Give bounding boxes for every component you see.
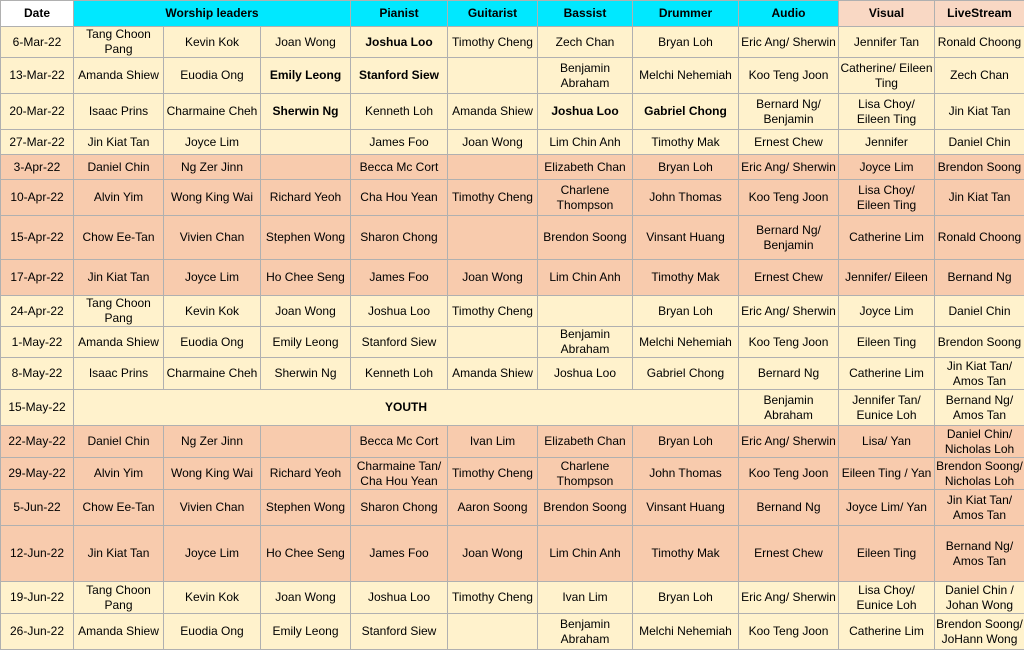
cell-livestream: Brendon Soong [935,327,1024,358]
cell-wl3: Ho Chee Seng [261,526,351,582]
cell-livestream: Brendon Soong/ Nicholas Loh [935,458,1024,490]
cell-audio: Eric Ang/ Sherwin [739,582,839,614]
cell-visual: Catherine Lim [839,614,935,650]
cell-date: 6-Mar-22 [1,27,74,58]
cell-wl1: Alvin Yim [74,180,164,216]
table-row [1,130,1024,155]
cell-date: 24-Apr-22 [1,296,74,327]
table-row [1,358,1024,390]
header-date: Date [1,1,74,27]
cell-bassist: Charlene Thompson [538,180,633,216]
cell-drummer: Bryan Loh [633,155,739,180]
cell-pianist: Stanford Siew [351,614,448,650]
cell-date: 27-Mar-22 [1,130,74,155]
cell-wl2: Charmaine Cheh [164,358,261,390]
cell-bassist: Charlene Thompson [538,458,633,490]
cell-bassist: Lim Chin Anh [538,130,633,155]
cell-visual: Eileen Ting / Yan [839,458,935,490]
cell-pianist: Charmaine Tan/ Cha Hou Yean [351,458,448,490]
cell-wl1: Jin Kiat Tan [74,130,164,155]
cell-bassist: Brendon Soong [538,216,633,260]
cell-livestream: Bernand Ng [935,260,1024,296]
cell-visual: Jennifer Tan [839,27,935,58]
cell-visual: Joyce Lim/ Yan [839,490,935,526]
cell-audio: Ernest Chew [739,526,839,582]
cell-visual: Catherine Lim [839,216,935,260]
cell-bassist: Zech Chan [538,27,633,58]
cell-drummer: Melchi Nehemiah [633,327,739,358]
cell-bassist: Brendon Soong [538,490,633,526]
cell-bassist: Benjamin Abraham [538,327,633,358]
cell-wl2: Joyce Lim [164,526,261,582]
cell-pianist: Cha Hou Yean [351,180,448,216]
cell-livestream: Daniel Chin/ Nicholas Loh [935,426,1024,458]
cell-livestream: Ronald Choong [935,216,1024,260]
table-row [1,94,1024,130]
cell-audio: Bernard Ng/ Benjamin [739,94,839,130]
cell-drummer: Bryan Loh [633,426,739,458]
table-row [1,58,1024,94]
cell-livestream: Daniel Chin [935,130,1024,155]
cell-audio: Ernest Chew [739,260,839,296]
cell-livestream: Brendon Soong/ JoHann Wong [935,614,1024,650]
cell-wl2: Euodia Ong [164,614,261,650]
cell-guitarist [448,155,538,180]
cell-wl2: Charmaine Cheh [164,94,261,130]
cell-date: 5-Jun-22 [1,490,74,526]
header-visual: Visual [839,1,935,27]
cell-guitarist: Joan Wong [448,130,538,155]
cell-date: 3-Apr-22 [1,155,74,180]
cell-wl2: Joyce Lim [164,260,261,296]
cell-date: 29-May-22 [1,458,74,490]
cell-audio: Koo Teng Joon [739,614,839,650]
cell-pianist: Joshua Loo [351,296,448,327]
cell-wl2: Euodia Ong [164,58,261,94]
cell-date: 17-Apr-22 [1,260,74,296]
table-row [1,216,1024,260]
cell-audio: Ernest Chew [739,130,839,155]
table-row [1,27,1024,58]
cell-wl3: Richard Yeoh [261,180,351,216]
cell-guitarist [448,58,538,94]
cell-drummer: John Thomas [633,180,739,216]
cell-visual: Joyce Lim [839,155,935,180]
cell-audio: Eric Ang/ Sherwin [739,426,839,458]
cell-drummer: Melchi Nehemiah [633,614,739,650]
cell-date: 20-Mar-22 [1,94,74,130]
cell-visual: Lisa/ Yan [839,426,935,458]
cell-visual: Lisa Choy/ Eileen Ting [839,94,935,130]
cell-wl1: Amanda Shiew [74,58,164,94]
cell-drummer: Melchi Nehemiah [633,58,739,94]
cell-bassist: Benjamin Abraham [538,58,633,94]
cell-livestream: Bernand Ng/ Amos Tan [935,526,1024,582]
header-row [1,1,1024,27]
cell-audio: Koo Teng Joon [739,458,839,490]
cell-audio: Eric Ang/ Sherwin [739,27,839,58]
header-worship-leaders: Worship leaders [74,1,351,27]
cell-livestream: Ronald Choong [935,27,1024,58]
header-audio: Audio [739,1,839,27]
cell-guitarist [448,327,538,358]
cell-date: 12-Jun-22 [1,526,74,582]
cell-drummer: Timothy Mak [633,526,739,582]
cell-guitarist [448,216,538,260]
table-row [1,296,1024,327]
cell-visual: Jennifer Tan/ Eunice Loh [839,390,935,426]
cell-wl2: Kevin Kok [164,582,261,614]
cell-pianist: Sharon Chong [351,216,448,260]
cell-wl2: Vivien Chan [164,216,261,260]
cell-wl1: Amanda Shiew [74,327,164,358]
cell-drummer: Gabriel Chong [633,358,739,390]
cell-audio: Bernard Ng/ Benjamin [739,216,839,260]
cell-livestream: Bernand Ng/ Amos Tan [935,390,1024,426]
cell-wl2: Wong King Wai [164,180,261,216]
cell-wl3 [261,426,351,458]
cell-date: 8-May-22 [1,358,74,390]
cell-guitarist: Joan Wong [448,526,538,582]
cell-wl3: Joan Wong [261,582,351,614]
cell-wl2: Kevin Kok [164,296,261,327]
cell-wl1: Isaac Prins [74,358,164,390]
cell-drummer: Bryan Loh [633,296,739,327]
cell-pianist: Sharon Chong [351,490,448,526]
cell-bassist [538,296,633,327]
cell-wl1: Chow Ee-Tan [74,216,164,260]
cell-bassist: Ivan Lim [538,582,633,614]
cell-drummer: Gabriel Chong [633,94,739,130]
cell-audio: Bernard Ng [739,358,839,390]
header-drummer: Drummer [633,1,739,27]
table-row [1,155,1024,180]
cell-wl3: Stephen Wong [261,490,351,526]
cell-date: 13-Mar-22 [1,58,74,94]
cell-wl2: Wong King Wai [164,458,261,490]
cell-wl2: Kevin Kok [164,27,261,58]
table-row [1,614,1024,650]
cell-guitarist: Timothy Cheng [448,458,538,490]
cell-drummer: Bryan Loh [633,27,739,58]
cell-bassist: Joshua Loo [538,94,633,130]
cell-wl3: Sherwin Ng [261,358,351,390]
cell-audio: Koo Teng Joon [739,327,839,358]
cell-wl1: Chow Ee-Tan [74,490,164,526]
cell-youth: YOUTH [74,390,739,426]
cell-guitarist: Amanda Shiew [448,94,538,130]
cell-pianist: Kenneth Loh [351,358,448,390]
cell-audio: Koo Teng Joon [739,180,839,216]
cell-wl3: Joan Wong [261,296,351,327]
cell-guitarist: Aaron Soong [448,490,538,526]
cell-wl1: Daniel Chin [74,426,164,458]
cell-wl1: Isaac Prins [74,94,164,130]
cell-wl3 [261,155,351,180]
cell-wl3: Sherwin Ng [261,94,351,130]
header-guitarist: Guitarist [448,1,538,27]
cell-audio: Eric Ang/ Sherwin [739,296,839,327]
cell-date: 22-May-22 [1,426,74,458]
cell-wl2: Vivien Chan [164,490,261,526]
cell-wl3: Joan Wong [261,27,351,58]
cell-pianist: Joshua Loo [351,582,448,614]
table-row [1,327,1024,358]
cell-guitarist: Amanda Shiew [448,358,538,390]
cell-pianist: Stanford Siew [351,327,448,358]
cell-livestream: Brendon Soong [935,155,1024,180]
cell-bassist: Lim Chin Anh [538,526,633,582]
table-row [1,582,1024,614]
cell-visual: Catherine/ Eileen Ting [839,58,935,94]
cell-drummer: Vinsant Huang [633,216,739,260]
cell-visual: Eileen Ting [839,526,935,582]
cell-bassist: Lim Chin Anh [538,260,633,296]
table-row [1,260,1024,296]
cell-livestream: Jin Kiat Tan [935,94,1024,130]
cell-audio: Bernand Ng [739,490,839,526]
cell-visual: Jennifer [839,130,935,155]
cell-wl3: Ho Chee Seng [261,260,351,296]
cell-drummer: Bryan Loh [633,582,739,614]
cell-date: 1-May-22 [1,327,74,358]
table-row [1,490,1024,526]
cell-bassist: Benjamin Abraham [538,614,633,650]
cell-visual: Jennifer/ Eileen [839,260,935,296]
cell-bassist: Elizabeth Chan [538,155,633,180]
cell-guitarist [448,614,538,650]
cell-livestream: Zech Chan [935,58,1024,94]
table-row [1,180,1024,216]
cell-date: 10-Apr-22 [1,180,74,216]
cell-wl2: Ng Zer Jinn [164,155,261,180]
cell-visual: Eileen Ting [839,327,935,358]
cell-pianist: James Foo [351,260,448,296]
cell-audio: Benjamin Abraham [739,390,839,426]
cell-wl1: Alvin Yim [74,458,164,490]
cell-drummer: Timothy Mak [633,260,739,296]
cell-livestream: Jin Kiat Tan [935,180,1024,216]
cell-date: 15-Apr-22 [1,216,74,260]
cell-guitarist: Timothy Cheng [448,180,538,216]
cell-pianist: Stanford Siew [351,58,448,94]
cell-wl1: Tang Choon Pang [74,27,164,58]
cell-pianist: Becca Mc Cort [351,155,448,180]
cell-guitarist: Ivan Lim [448,426,538,458]
cell-visual: Lisa Choy/ Eileen Ting [839,180,935,216]
cell-pianist: Becca Mc Cort [351,426,448,458]
header-livestream: LiveStream [935,1,1024,27]
cell-wl1: Tang Choon Pang [74,296,164,327]
table-row [1,458,1024,490]
cell-wl3 [261,130,351,155]
cell-drummer: John Thomas [633,458,739,490]
cell-pianist: James Foo [351,130,448,155]
cell-livestream: Daniel Chin / Johan Wong [935,582,1024,614]
cell-audio: Eric Ang/ Sherwin [739,155,839,180]
cell-visual: Lisa Choy/ Eunice Loh [839,582,935,614]
table-row [1,426,1024,458]
cell-drummer: Timothy Mak [633,130,739,155]
cell-visual: Joyce Lim [839,296,935,327]
cell-drummer: Vinsant Huang [633,490,739,526]
cell-wl2: Euodia Ong [164,327,261,358]
header-bassist: Bassist [538,1,633,27]
cell-date: 26-Jun-22 [1,614,74,650]
cell-guitarist: Timothy Cheng [448,582,538,614]
cell-wl1: Jin Kiat Tan [74,260,164,296]
table-row [1,526,1024,582]
cell-wl2: Joyce Lim [164,130,261,155]
cell-audio: Koo Teng Joon [739,58,839,94]
cell-livestream: Jin Kiat Tan/ Amos Tan [935,358,1024,390]
cell-pianist: James Foo [351,526,448,582]
cell-wl3: Emily Leong [261,58,351,94]
cell-wl3: Stephen Wong [261,216,351,260]
cell-visual: Catherine Lim [839,358,935,390]
cell-livestream: Daniel Chin [935,296,1024,327]
cell-wl3: Emily Leong [261,327,351,358]
header-pianist: Pianist [351,1,448,27]
cell-wl3: Emily Leong [261,614,351,650]
cell-date: 15-May-22 [1,390,74,426]
cell-bassist: Elizabeth Chan [538,426,633,458]
cell-pianist: Joshua Loo [351,27,448,58]
cell-date: 19-Jun-22 [1,582,74,614]
cell-wl1: Daniel Chin [74,155,164,180]
cell-wl2: Ng Zer Jinn [164,426,261,458]
cell-wl1: Tang Choon Pang [74,582,164,614]
cell-pianist: Kenneth Loh [351,94,448,130]
cell-wl1: Amanda Shiew [74,614,164,650]
cell-guitarist: Timothy Cheng [448,27,538,58]
table-row [1,390,1024,426]
cell-guitarist: Joan Wong [448,260,538,296]
cell-bassist: Joshua Loo [538,358,633,390]
cell-livestream: Jin Kiat Tan/ Amos Tan [935,490,1024,526]
cell-wl1: Jin Kiat Tan [74,526,164,582]
cell-guitarist: Timothy Cheng [448,296,538,327]
cell-wl3: Richard Yeoh [261,458,351,490]
